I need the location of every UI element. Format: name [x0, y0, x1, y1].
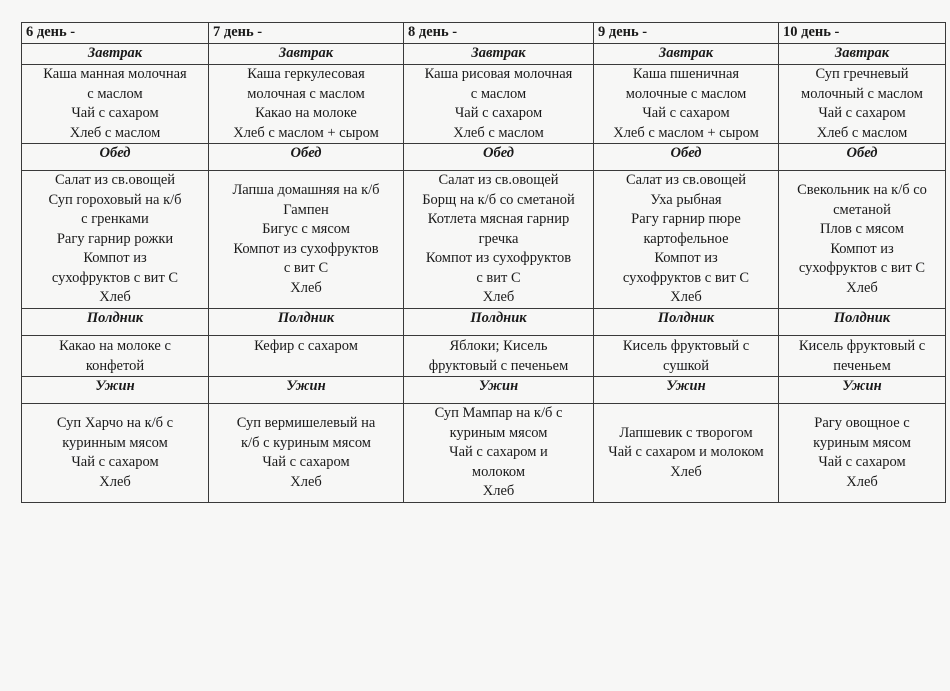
day-title: 10 день -	[779, 23, 946, 44]
dish-line: куриным мясом	[449, 424, 548, 441]
dish-line: Хлеб с маслом + сыром	[233, 124, 379, 141]
dish-line: Яблоки; Кисель	[449, 338, 548, 354]
dish-line: Чай с сахаром и	[449, 444, 548, 461]
dish-line: сухофруктов с вит С	[798, 260, 926, 276]
dish-line: Рагу гарнир пюре	[631, 211, 741, 228]
snack-label: Полдник	[779, 309, 946, 336]
breakfast-label: Завтрак	[209, 44, 404, 65]
lunch-label: Обед	[209, 144, 404, 171]
breakfast-header-row	[22, 44, 946, 65]
dish-line: сухофруктов с вит С	[622, 269, 750, 286]
lunch-label: Обед	[404, 144, 594, 171]
dish-line: с маслом	[470, 85, 527, 102]
dish-line: Кефир с сахаром	[254, 338, 358, 354]
breakfast-label: Завтрак	[779, 44, 946, 65]
dish-line: Какао на молоке	[255, 105, 357, 121]
snack-cell	[404, 336, 594, 377]
breakfast-cell	[209, 65, 404, 144]
snack-header-row	[22, 309, 946, 336]
lunch-cell	[22, 171, 209, 309]
day-title: 9 день -	[594, 23, 779, 44]
lunch-label: Обед	[22, 144, 209, 171]
dish-line: сметаной	[833, 201, 891, 218]
dish-line: с маслом	[87, 85, 143, 102]
day-header-row	[22, 23, 946, 44]
dinner-label: Ужин	[779, 377, 946, 404]
dish-line: Свекольник на к/б со	[797, 182, 927, 198]
dish-line: Компот из	[83, 250, 147, 267]
dinner-label: Ужин	[22, 377, 209, 404]
day-title: 6 день -	[22, 23, 209, 44]
dish-line: с гренками	[81, 211, 149, 228]
dish-line: Хлеб	[99, 289, 131, 306]
dish-line: Хлеб	[846, 279, 878, 296]
dish-line: молочная с маслом	[247, 85, 365, 102]
dinner-label: Ужин	[594, 377, 779, 404]
dish-line: с вит С	[476, 269, 521, 286]
dish-line: Чай с сахаром	[818, 454, 906, 470]
breakfast-label: Завтрак	[22, 44, 209, 65]
dish-line: Чай с сахаром	[71, 105, 159, 121]
dish-line: Котлета мясная гарнир	[427, 211, 570, 228]
snack-cell	[22, 336, 209, 377]
snack-label: Полдник	[209, 309, 404, 336]
dish-line: Чай с сахаром	[454, 105, 543, 121]
dish-line: Салат из св.овощей	[625, 172, 747, 189]
dish-line: Плов с мясом	[820, 221, 904, 237]
dinner-row	[22, 404, 946, 503]
breakfast-row	[22, 65, 946, 144]
dish-line: Хлеб	[482, 289, 515, 306]
dish-line: Лапша домашняя на к/б	[232, 182, 380, 198]
dish-line: Компот из сухофруктов	[233, 240, 379, 257]
dish-line: куринным мясом	[62, 434, 168, 451]
dish-line: картофельное	[643, 230, 729, 247]
dish-line: Хлеб с маслом	[816, 124, 908, 141]
dish-line: Каша манная молочная	[43, 66, 187, 82]
dish-line: Уха рыбная	[650, 191, 722, 208]
dish-line: сушкой	[663, 357, 709, 374]
snack-cell	[209, 336, 404, 377]
dish-line: Лапшевик с творогом	[619, 424, 753, 441]
lunch-cell	[594, 171, 779, 309]
dish-line: Хлеб	[670, 463, 702, 480]
dish-line: Хлеб	[846, 473, 878, 490]
lunch-label: Обед	[594, 144, 779, 171]
dish-line: Салат из св.овощей	[438, 172, 559, 189]
dinner-header-row	[22, 377, 946, 404]
dish-line: конфетой	[85, 357, 145, 374]
dish-line: Компот из	[654, 250, 718, 267]
dish-line: Суп вермишелевый на	[236, 415, 376, 431]
breakfast-cell	[22, 65, 209, 144]
dish-line: Какао на молоке с	[59, 338, 171, 354]
dish-line: молочные с маслом	[625, 85, 747, 102]
dish-line: Чай с сахаром	[818, 105, 906, 121]
dish-line: Хлеб	[482, 483, 515, 500]
dish-line: Бигус с мясом	[262, 221, 350, 237]
dinner-cell	[22, 404, 209, 503]
lunch-cell	[209, 171, 404, 309]
dish-line: гречка	[478, 230, 519, 247]
dish-line: молочный с маслом	[801, 85, 923, 102]
dish-line: Каша рисовая молочная	[424, 66, 573, 82]
dish-line	[211, 357, 401, 377]
dish-line: куриным мясом	[813, 434, 911, 451]
dish-line: Компот из сухофруктов	[425, 250, 572, 267]
dish-line: Борщ на к/б со сметаной	[422, 191, 575, 208]
snack-cell	[779, 336, 946, 377]
dish-line: Суп Харчо на к/б с	[56, 415, 174, 431]
day-title: 7 день -	[209, 23, 404, 44]
dish-line: Суп гороховый на к/б	[48, 191, 182, 208]
dish-line: Хлеб	[290, 473, 322, 490]
dish-line: Кисель фруктовый с	[622, 338, 750, 354]
dish-line: Чай с сахаром	[642, 105, 730, 121]
snack-label: Полдник	[404, 309, 594, 336]
day-title: 8 день -	[404, 23, 594, 44]
snack-row	[22, 336, 946, 377]
dinner-cell	[209, 404, 404, 503]
lunch-cell	[779, 171, 946, 309]
breakfast-cell	[404, 65, 594, 144]
dinner-label: Ужин	[404, 377, 594, 404]
lunch-header-row	[22, 144, 946, 171]
dinner-cell	[404, 404, 594, 503]
dish-line: Хлеб	[99, 473, 131, 490]
menu-table	[21, 22, 946, 503]
dish-line: Хлеб с маслом	[453, 124, 544, 141]
dinner-cell	[779, 404, 946, 503]
dish-line: Хлеб	[670, 289, 702, 306]
breakfast-label: Завтрак	[594, 44, 779, 65]
snack-label: Полдник	[22, 309, 209, 336]
dish-line: Чай с сахаром	[71, 454, 159, 470]
snack-cell	[594, 336, 779, 377]
lunch-label: Обед	[779, 144, 946, 171]
dish-line: Хлеб с маслом + сыром	[613, 124, 759, 141]
dish-line: Гампен	[283, 201, 329, 218]
breakfast-cell	[594, 65, 779, 144]
lunch-cell	[404, 171, 594, 309]
dinner-cell	[594, 404, 779, 503]
dish-line: Суп Мампар на к/б с	[434, 405, 563, 422]
dish-line: Салат из св.овощей	[54, 172, 176, 189]
dish-line: сухофруктов с вит С	[51, 269, 179, 286]
dish-line: Хлеб	[290, 279, 322, 296]
lunch-row	[22, 171, 946, 309]
breakfast-cell	[779, 65, 946, 144]
dinner-label: Ужин	[209, 377, 404, 404]
breakfast-label: Завтрак	[404, 44, 594, 65]
dish-line: Каша геркулесовая	[247, 66, 365, 82]
dish-line: с вит С	[283, 260, 329, 276]
snack-label: Полдник	[594, 309, 779, 336]
dish-line: молоком	[471, 463, 526, 480]
dish-line: Рагу гарнир рожки	[56, 230, 174, 247]
dish-line: Рагу овощное с	[814, 415, 910, 431]
dish-line: Компот из	[830, 240, 894, 257]
dish-line: Каша пшеничная	[632, 66, 740, 82]
dish-line: фруктовый с печеньем	[428, 357, 569, 374]
dish-line: Чай с сахаром	[262, 454, 350, 470]
dish-line: Кисель фруктовый с	[798, 338, 926, 354]
dish-line: печеньем	[833, 357, 891, 374]
dish-line: Суп гречневый	[815, 66, 909, 82]
dish-line: Хлеб с маслом	[69, 124, 161, 141]
dish-line: Чай с сахаром и молоком	[608, 444, 764, 461]
dish-line: к/б с куриным мясом	[241, 434, 371, 451]
